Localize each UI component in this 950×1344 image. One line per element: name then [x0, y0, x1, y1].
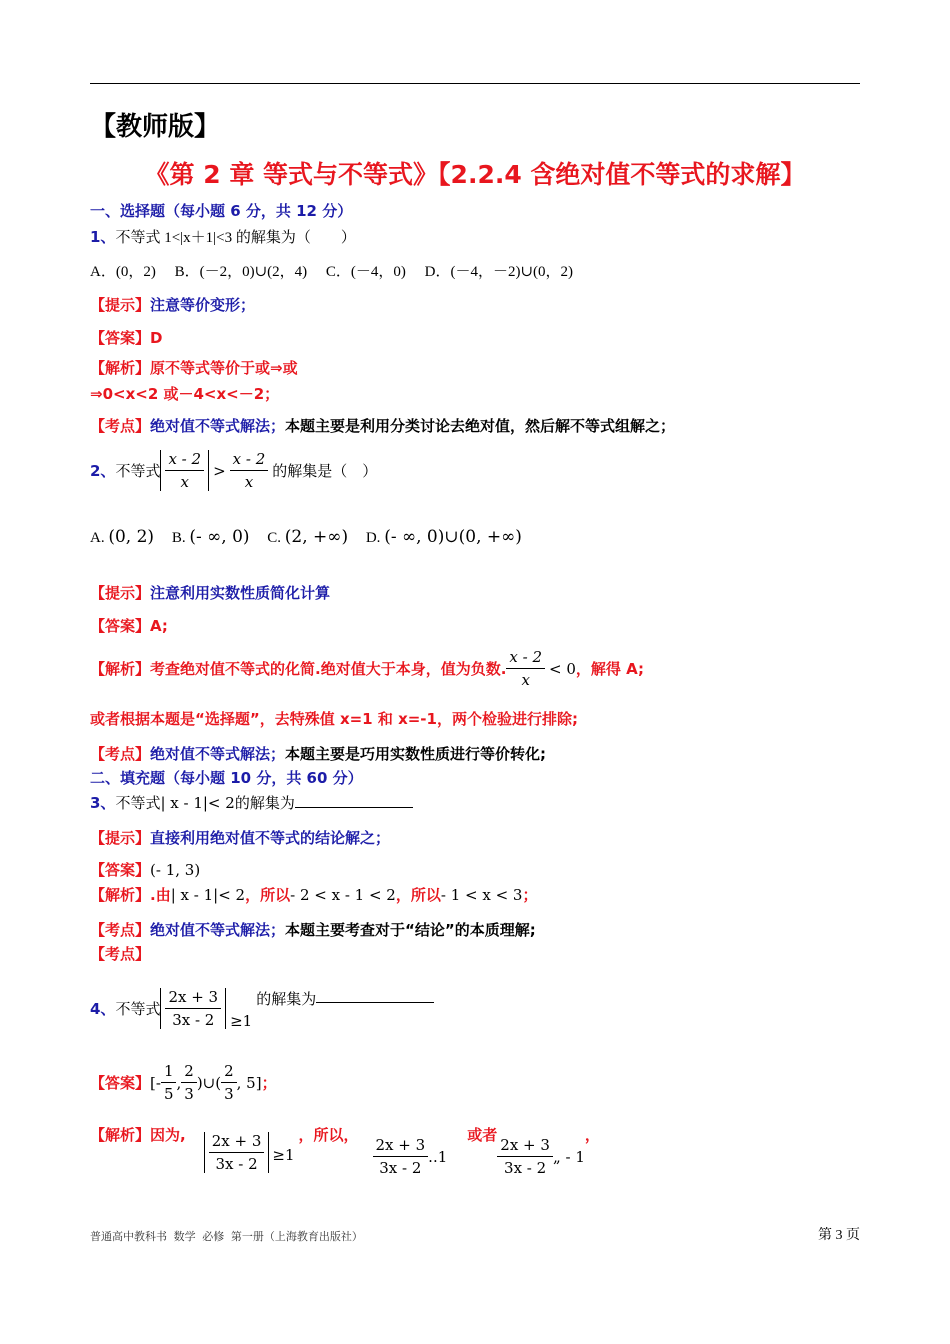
q2-analysis-fraction [506, 648, 545, 689]
q3-kaodian-label: 【考点】 [90, 921, 151, 939]
q2-hint [90, 582, 330, 603]
q2-opt-d: (- ∞, 0)∪(0, +∞) [384, 527, 522, 547]
q4-ans-semi: ； [261, 1074, 277, 1092]
q1-answer [90, 327, 162, 348]
q3-stem-math: | x - 1|< 2 [160, 794, 235, 812]
q3-analysis-c: ，所以 [395, 886, 441, 904]
q2-answer-value: A; [150, 617, 168, 635]
q4-stem-suffix: 的解集为 [256, 992, 317, 1008]
q4-analysis-abs [204, 1132, 270, 1173]
q2-opt-a-label: A. [90, 530, 105, 546]
q4-answer-label: 【答案】 [90, 1074, 151, 1092]
q1-hint-label: 【提示】 [90, 296, 151, 314]
q4-analysis [90, 1124, 600, 1177]
q3-stem-suffix: 的解集为 [234, 796, 295, 812]
q1-analysis-line2: ⇒0<x<2 或－4<x<－2； [90, 385, 280, 403]
q4-ans-f1-num: 1 [161, 1062, 177, 1083]
q1-hint-text: 注意等价变形； [150, 296, 256, 314]
q4-ans-f3-num: 2 [221, 1062, 237, 1083]
q4-analysis-label: 【解析】 [90, 1126, 151, 1144]
q2-analysis-text: 考查绝对值不等式的化简.绝对值大于本身，值为负数. [150, 660, 507, 678]
q1-number: 1、 [90, 228, 116, 246]
q3-stem-line [90, 792, 413, 813]
q3-analysis-m1: | x - 1|< 2 [170, 886, 246, 904]
q1-analysis [90, 357, 298, 378]
q2-kaodian-label: 【考点】 [90, 745, 151, 763]
q2-answer [90, 615, 168, 636]
q2-rhs-fraction [230, 450, 269, 491]
section2-heading: 二、填充题（每小题 10 分，共 60 分） [90, 769, 363, 787]
q4-ans-f2-num: 2 [181, 1062, 197, 1083]
q2-opt-c-label: C. [267, 530, 282, 546]
q3-number: 3、 [90, 794, 116, 812]
chapter-title: 《第 2 章 等式与不等式》【2.2.4 含绝对值不等式的求解】 [144, 160, 806, 189]
teacher-edition-label: 【教师版】 [90, 112, 221, 142]
q4-analysis-ge: ≥1 [272, 1146, 295, 1164]
q4-ans-f1-den: 5 [163, 1085, 174, 1103]
q1-hint [90, 294, 255, 315]
q2-frac-num: x - 2 [168, 450, 202, 468]
q2-opt-d-label: D. [365, 530, 381, 546]
q4-ans-open: [- [150, 1073, 161, 1092]
q1-kaodian-topic: 绝对值不等式解法； [150, 417, 286, 435]
q4-analysis-d: ， [584, 1126, 600, 1144]
q2-hint-text: 注意利用实数性质简化计算 [150, 584, 331, 602]
q3-answer-blank[interactable] [295, 793, 413, 808]
q2-frac-den: x [180, 473, 189, 491]
q4-ans-frac1 [161, 1062, 177, 1103]
q3-stem-prefix: 不等式 [115, 796, 161, 812]
q4-analysis-le: „ - 1 [552, 1148, 585, 1166]
q3-kaodian-empty: 【考点】 [90, 945, 151, 963]
q4-ans-f3-den: 3 [224, 1085, 234, 1103]
q2-opt-a: (0, 2) [108, 527, 155, 547]
q4-analysis-f2-den: 3x - 2 [379, 1159, 422, 1177]
q3-hint-text: 直接利用绝对值不等式的结论解之； [150, 829, 391, 847]
q3-analysis-a: .由 [150, 886, 171, 904]
q4-answer [90, 1062, 277, 1103]
q3-kaodian-topic: 绝对值不等式解法； [150, 921, 286, 939]
q4-analysis-num: 2x + 3 [209, 1132, 265, 1153]
q4-analysis-frac3 [497, 1136, 553, 1177]
q4-analysis-frac2 [373, 1136, 429, 1177]
q3-analysis-label: 【解析】 [90, 886, 151, 904]
q3-analysis-d: ； [522, 886, 538, 904]
q2-kaodian-topic: 绝对值不等式解法； [150, 745, 286, 763]
footer-page-number: 第 3 页 [818, 1228, 860, 1243]
q2-analysis-lt: < 0 [549, 659, 576, 678]
q4-analysis-f3-num: 2x + 3 [497, 1136, 553, 1157]
q4-ans-f2-den: 3 [184, 1085, 194, 1103]
q2-rhs-num: x - 2 [232, 450, 266, 468]
q4-analysis-f3-den: 3x - 2 [504, 1159, 547, 1177]
q1-stem-line [90, 226, 356, 247]
q3-answer-value: (- 1, 3) [150, 861, 201, 879]
q3-answer-label: 【答案】 [90, 861, 151, 879]
q4-frac-den: 3x - 2 [172, 1011, 215, 1029]
q2-opt-b-label: B. [171, 530, 186, 546]
q4-abs-fraction [160, 988, 226, 1029]
q1-answer-value: D [150, 329, 163, 347]
header-rule [90, 83, 860, 84]
q4-ans-comma: , [176, 1073, 182, 1092]
q3-kaodian-text: 本题主要考查对于“结论”的本质理解; [285, 921, 536, 939]
q2-hint-label: 【提示】 [90, 584, 151, 602]
q4-analysis-b: ，所以， [298, 1126, 359, 1144]
q2-analysis [90, 648, 644, 689]
q4-answer-blank[interactable] [316, 988, 434, 1003]
q4-number: 4、 [90, 1000, 116, 1018]
q2-analysis-num: x - 2 [509, 648, 543, 666]
q2-gt: > [213, 461, 226, 480]
q1-analysis-line1: 原不等式等价于或⇒或 [150, 359, 298, 377]
q3-hint [90, 827, 390, 848]
q4-ans-frac2 [181, 1062, 197, 1103]
q2-kaodian [90, 743, 546, 764]
q1-analysis-label: 【解析】 [90, 359, 151, 377]
footer-book-info: 普通高中教科书 数学 必修 第一册（上海教育出版社） [90, 1230, 363, 1243]
q1-kaodian-text: 本题主要是利用分类讨论去绝对值，然后解不等式组解之； [285, 417, 676, 435]
q2-options [90, 527, 522, 547]
q2-stem-prefix: 不等式 [115, 464, 161, 480]
q4-analysis-f2-num: 2x + 3 [373, 1136, 429, 1157]
q3-analysis-m2: - 2 < x - 1 < 2 [290, 886, 396, 904]
q4-analysis-den: 3x - 2 [215, 1155, 258, 1173]
q2-analysis-label: 【解析】 [90, 660, 151, 678]
section1-heading: 一、选择题（每小题 6 分，共 12 分） [90, 202, 353, 220]
q4-analysis-c: 或者 [467, 1126, 498, 1144]
q4-analysis-a: 因为, [150, 1126, 186, 1144]
q2-opt-b: (- ∞, 0) [189, 527, 250, 547]
q2-analysis-den: x [521, 671, 530, 689]
q4-stem-prefix: 不等式 [115, 1002, 161, 1018]
q2-rhs-den: x [244, 473, 254, 491]
q3-analysis-b: ，所以 [245, 886, 291, 904]
q2-analysis-line2: 或者根据本题是“选择题”，去特殊值 x=1 和 x=-1，两个检验进行排除; [90, 710, 578, 728]
q1-answer-label: 【答案】 [90, 329, 151, 347]
q4-frac-num: 2x + 3 [165, 988, 221, 1009]
q1-options: A．(0，2) B．(－2，0)∪(2，4) C．(－4，0) D．(－4，－2)∪(0，2) [90, 264, 574, 280]
q2-analysis-tail: ，解得 A; [575, 660, 645, 678]
q2-number: 2、 [90, 462, 116, 480]
q1-stem: 不等式 1<|x＋1|<3 的解集为（ ） [115, 230, 356, 246]
q3-analysis-m3: - 1 < x < 3 [440, 886, 523, 904]
q4-analysis-ge2: ..1 [428, 1148, 448, 1166]
q4-ge: ≥1 [230, 1011, 253, 1030]
q3-hint-label: 【提示】 [90, 829, 151, 847]
q3-analysis [90, 884, 537, 905]
q3-kaodian [90, 919, 536, 940]
q4-ans-close: , 5] [236, 1073, 262, 1092]
q2-stem-suffix: 的解集是（ ） [272, 464, 378, 480]
q3-answer [90, 859, 200, 880]
q4-stem-line [90, 988, 434, 1029]
q2-stem-line [90, 450, 377, 491]
q4-ans-union: )∪( [196, 1073, 222, 1092]
q2-abs-fraction [160, 450, 209, 491]
q2-kaodian-text: 本题主要是巧用实数性质进行等价转化; [285, 745, 547, 763]
q1-kaodian [90, 415, 675, 436]
q4-ans-frac3 [221, 1062, 237, 1103]
q2-opt-c: (2, +∞) [284, 527, 349, 547]
q1-kaodian-label: 【考点】 [90, 417, 151, 435]
q2-answer-label: 【答案】 [90, 617, 151, 635]
